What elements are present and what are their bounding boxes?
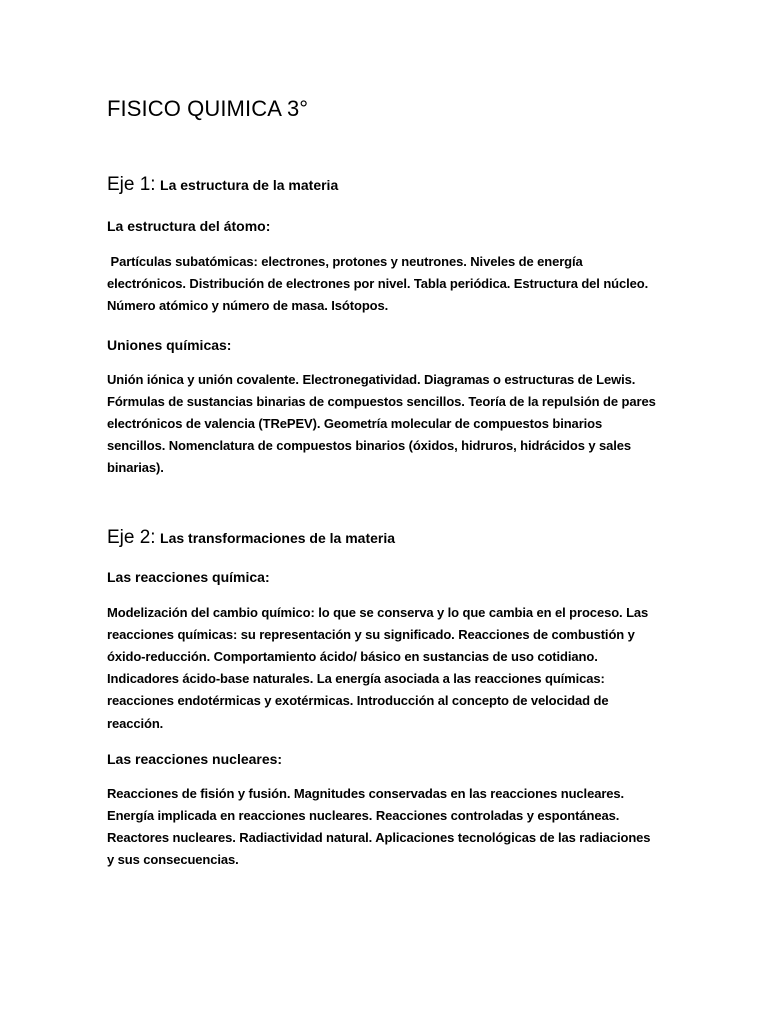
- paragraph-line: reacciones químicas: su representación y su significado. Reacciones de combustión y: [107, 626, 635, 642]
- document-content: [107, 94, 667, 872]
- paragraph-line: reacción.: [107, 715, 164, 731]
- paragraph-line: electrónicos. Distribución de electrones por nivel. Tabla periódica. Estructura del núcleo.: [107, 276, 649, 292]
- section-heading-reacciones-nucleares: Las reacciones nucleares:: [107, 750, 283, 767]
- paragraph-line: Indicadores ácido-base naturales. La energía asociada a las reacciones químicas:: [107, 671, 605, 687]
- paragraph-line: Modelización del cambio químico: lo que se conserva y lo que cambia en el proceso. Las: [107, 604, 649, 620]
- paragraph-reacciones-nucleares: [107, 783, 667, 872]
- section-heading-uniones-quimicas: Uniones químicas:: [107, 336, 232, 353]
- paragraph-line: Fórmulas de sustancias binarias de compuestos sencillos. Teoría de la repulsión de pares: [107, 393, 656, 409]
- paragraph-line: electrónicos de valencia (TRePEV). Geometría molecular de compuestos binarios: [107, 416, 603, 432]
- paragraph-estructura-atomo: [107, 251, 667, 318]
- paragraph-line: Reacciones de fisión y fusión. Magnitudes conservadas en las reacciones nucleares.: [107, 785, 625, 801]
- section-heading-reacciones-quimica: Las reacciones química:: [107, 568, 270, 585]
- paragraph-line: Número atómico y número de masa. Isótopos.: [107, 298, 389, 314]
- paragraph-line: óxido-reducción. Comportamiento ácido/ básico en sustancias de uso cotidiano.: [107, 649, 598, 665]
- eje-1-title: La estructura de la materia: [160, 177, 339, 193]
- paragraph-line: binarias).: [107, 460, 164, 476]
- eje-2-heading: [107, 525, 667, 552]
- paragraph-line: Reactores nucleares. Radiactividad natural. Aplicaciones tecnológicas de las radiaciones: [107, 830, 651, 846]
- paragraph-line: Unión iónica y unión covalente. Electronegatividad. Diagramas o estructuras de Lewis.: [107, 371, 636, 387]
- eje-2-label: Eje 2:: [107, 526, 156, 548]
- paragraph-uniones-quimicas: [107, 369, 667, 480]
- paragraph-line: Energía implicada en reacciones nucleares. Reacciones controladas y espontáneas.: [107, 808, 620, 824]
- paragraph-line: y sus consecuencias.: [107, 852, 239, 868]
- section-heading-estructura-atomo: La estructura del átomo:: [107, 218, 271, 234]
- paragraph-line: reacciones endotérmicas y exotérmicas. Introducción al concepto de velocidad de: [107, 693, 609, 709]
- paragraph-line: sencillos. Nomenclatura de compuestos binarios (óxidos, hidruros, hidrácidos y sales: [107, 438, 632, 454]
- document-title: FISICO QUIMICA 3°: [107, 96, 309, 121]
- eje-2-title: Las transformaciones de la materia: [160, 529, 396, 546]
- paragraph-line: Partículas subatómicas: electrones, protones y neutrones. Niveles de energía: [107, 254, 583, 269]
- eje-1-heading: [107, 172, 667, 199]
- eje-1-label: Eje 1:: [107, 174, 156, 195]
- paragraph-reacciones-quimica: [107, 602, 667, 735]
